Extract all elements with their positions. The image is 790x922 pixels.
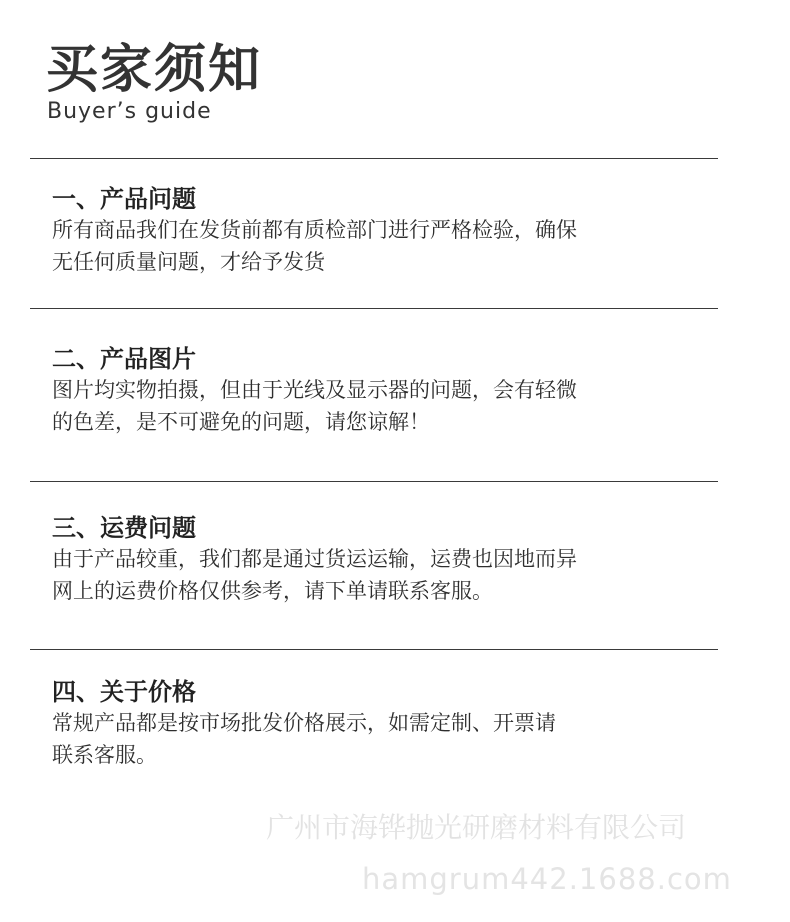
divider (30, 158, 718, 159)
section-text-line: 网上的运费价格仅供参考，请下单请联系客服。 (52, 579, 493, 603)
section-heading: 四、关于价格 (52, 678, 196, 706)
section-heading: 一、产品问题 (52, 185, 196, 213)
section-product-issues (52, 184, 692, 278)
divider (30, 308, 718, 309)
section-text-line: 无任何质量问题，才给予发货 (52, 250, 325, 274)
divider (30, 649, 718, 650)
section-heading: 三、运费问题 (52, 514, 196, 542)
watermark-url: hamgrum442.1688.com (362, 862, 732, 896)
section-heading: 二、产品图片 (52, 345, 196, 373)
page-subtitle: Buyer’s guide (47, 99, 212, 124)
section-text-line: 图片均实物拍摄，但由于光线及显示器的问题，会有轻微 (52, 378, 577, 402)
watermark-company: 广州市海铧抛光研磨材料有限公司 (266, 811, 687, 844)
section-pricing (52, 677, 692, 771)
section-text-line: 的色差，是不可避免的问题，请您谅解！ (52, 410, 430, 434)
section-text-line: 所有商品我们在发货前都有质检部门进行严格检验，确保 (52, 218, 577, 242)
divider (30, 481, 718, 482)
section-shipping-fees (52, 513, 692, 607)
section-text-line: 常规产品都是按市场批发价格展示，如需定制、开票请 (52, 711, 556, 735)
page-title: 买家须知 (46, 40, 263, 100)
section-product-images (52, 344, 692, 438)
section-text-line: 由于产品较重，我们都是通过货运运输，运费也因地而异 (52, 547, 577, 571)
section-text-line: 联系客服。 (52, 743, 157, 767)
